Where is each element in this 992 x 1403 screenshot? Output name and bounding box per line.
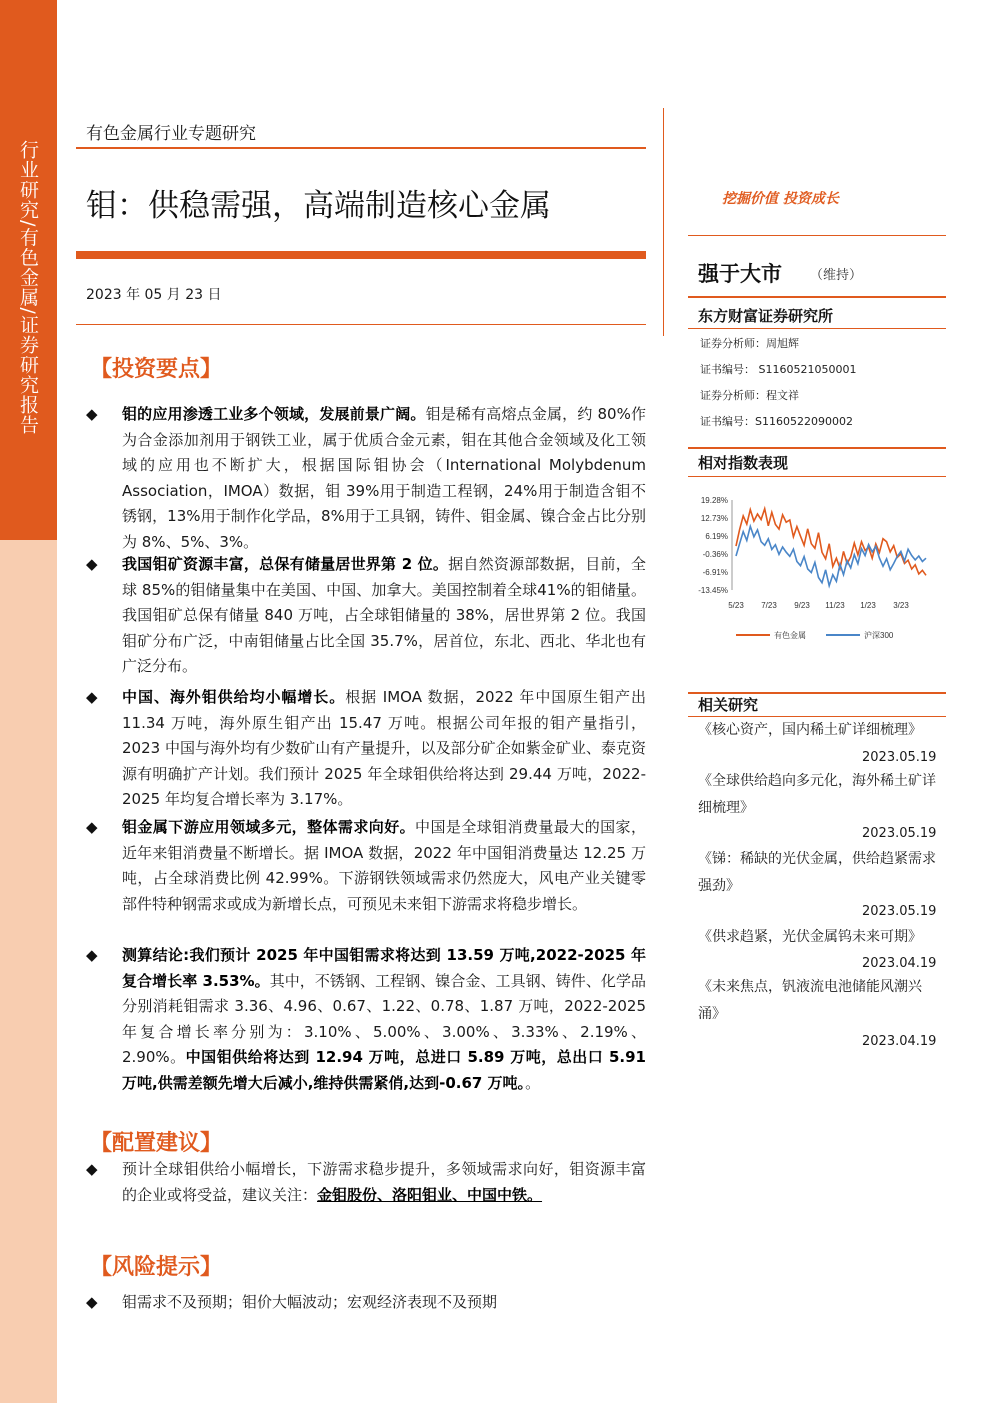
rating-top-rule [688,235,946,236]
risk-text: 钼需求不及预期；钼价大幅波动；宏观经济表现不及预期 [122,1293,498,1311]
analyst-name: 证券分析师：程文祥 [700,389,799,402]
related-report-date: 2023.05.19 [862,904,937,919]
analyst-name: 证券分析师：周旭辉 [700,337,799,350]
relative-index-chart [688,490,946,650]
diamond-bullet-icon: ◆ [86,555,98,573]
related-report-title[interactable]: 《供求趋紧，光伏金属钨未来可期》 [698,929,922,945]
chart-canvas [688,490,946,650]
bullet-lead: 中国、海外钼供给均小幅增长。 [122,688,346,706]
bullet-lead: 钼的应用渗透工业多个领域，发展前景广阔。 [122,405,426,423]
firm-rule [688,328,946,329]
rating-note: （维持） [810,268,863,283]
diamond-bullet-icon: ◆ [86,1160,98,1178]
bullet-item [86,815,646,917]
section-risk-heading: 【风险提示】 [90,1255,223,1280]
rating-bottom-rule [688,296,946,298]
bullet-body: 其中，不锈钢、工程钢、镍合金、工具钢、铸件、化学品分别消耗钼需求 3.36、4.96、0.67、1.22、0.78、1.87 万吨，2022-2025 年复合增长率分别为：3.10%、5.00%、3.00%、3.33%、2.19%、2.90%。 [122,971,646,1066]
title-bar [76,251,646,259]
analyst-cert: 证书编号： S1160521050001 [700,363,857,376]
chart-top-rule [688,447,946,449]
diamond-bullet-icon: ◆ [86,946,98,964]
report-date: 2023 年 05 月 23 日 [86,287,222,303]
chart-legend-label: 有色金属 [774,631,806,640]
bullet-item [86,943,646,1096]
related-report-title[interactable]: 《未来焦点，钒液流电池储能风潮兴涌》 [698,979,922,1022]
diamond-bullet-icon: ◆ [86,405,98,423]
bullet-item [86,552,646,680]
category-divider [76,147,646,149]
bullet-lead: 测算结论:我们预计 2025 年中国钼需求将达到 13.59 万吨,2022-2025 年复合增长率 3.53%。 [122,946,646,990]
section-config-heading: 【配置建议】 [90,1131,223,1156]
chart-x-tick-label: 9/23 [794,601,810,610]
bullet-item [86,402,646,555]
chart-x-tick-label: 7/23 [761,601,777,610]
diamond-bullet-icon: ◆ [86,688,98,706]
config-text: 预计全球钼供给小幅增长，下游需求稳步提升，多领域需求向好，钼资源丰富的企业或将受益，建议关注： [122,1160,646,1204]
chart-x-tick-label: 1/23 [860,601,876,610]
diamond-bullet-icon: ◆ [86,1293,98,1311]
chart-y-tick-label: 6.19% [705,532,728,541]
analyst-cert: 证书编号：S1160522090002 [700,415,853,428]
chart-x-tick-label: 11/23 [825,601,845,610]
bullet-lead: 我国钼矿资源丰富，总保有储量居世界第 2 位。 [122,555,449,573]
related-report-date: 2023.05.19 [862,750,937,765]
bullet-tail: 。 [525,1073,541,1092]
bullet-body: 钼是稀有高熔点金属，约 80%作为合金添加剂用于钢铁工业，属于优质合金元素，钼在其他合金领域及化工领域的应用也不断扩大，根据国际钼协会（International Molybdenum Association，IMOA）数据，钼 39%用于制造工程钢，24%用于制造含钼不锈钢，13%用于制作化学品，8%用于工具钢，铸件、钼金属、镍合金占比分别为 8%、5%、3%。 [122,405,647,551]
bullet-lead: 钼金属下游应用领域多元，整体需求向好。 [122,818,416,836]
slogan: 挖掘价值 投资成长 [722,191,839,207]
config-item [86,1157,646,1208]
sidebar-report-type: 行业研究/有色金属/证券研究报告 [17,140,39,435]
date-divider [76,324,646,325]
bullet-conclusion: 中国钼供给将达到 12.94 万吨，总进口 5.89 万吨，总出口 5.91 万吨,供需差额先增大后减小,维持供需紧俏,达到-0.67 万吨。 [122,1048,646,1092]
bullet-body: 中国是全球钼消费量最大的国家，近年来钼消费量不断增长。据 IMOA 数据，2022 年中国钼消费量达 12.25 万吨，占全球消费比例 42.99%。下游钢铁领域需求仍然庞大，风电产业关键零部件特种钢需求或成为新增长点，可预见未来钼下游需求将稳步增长。 [122,818,646,913]
chart-x-tick-label: 3/23 [893,601,909,610]
related-report-title[interactable]: 《核心资产，国内稀土矿详细梳理》 [698,722,922,738]
section-invest-heading: 【投资要点】 [90,357,223,382]
chart-y-tick-label: 19.28% [700,496,728,505]
chart-y-tick-label: 12.73% [700,514,728,523]
industry-rating: 强于大市 [698,262,782,286]
chart-head-rule [688,476,946,477]
chart-y-tick-label: -13.45% [698,586,728,595]
related-report-title[interactable]: 《全球供给趋向多元化，海外稀土矿详细梳理》 [698,773,936,816]
chart-heading: 相对指数表现 [698,454,789,472]
related-report-title[interactable]: 《锑：稀缺的光伏金属，供给趋紧需求强劲》 [698,851,936,894]
diamond-bullet-icon: ◆ [86,818,98,836]
bullet-body: 据自然资源部数据，目前，全球 85%的钼储量集中在美国、中国、加拿大。美国控制着全球41%的钼储量。我国钼矿总保有储量 840 万吨，占全球钼储量的 38%，居世界第 2 位。我国钼矿分布广泛，中南钼储量占比全国 35.7%，居首位，东北、西北、华北也有广泛分布。 [122,555,646,675]
sidebar [0,0,57,1403]
report-title: 钼：供稳需强，高端制造核心金属 [86,188,551,224]
column-divider [663,108,664,336]
chart-y-tick-label: -6.91% [702,568,728,577]
related-report-date: 2023.04.19 [862,956,937,971]
recommended-stocks: 金钼股份、洛阳钼业、中国中铁。 [317,1185,543,1204]
related-report-date: 2023.04.19 [862,1034,937,1049]
risk-item [86,1290,646,1316]
chart-x-tick-label: 5/23 [728,601,744,610]
chart-legend-label: 沪深300 [864,631,894,640]
report-category: 有色金属行业专题研究 [86,124,256,144]
related-report-date: 2023.05.19 [862,826,937,841]
chart-y-tick-label: -0.36% [702,550,728,559]
bullet-body: 根据 IMOA 数据，2022 年中国原生钼产出 11.34 万吨，海外原生钼产出 15.47 万吨。根据公司年报的钼产量指引，2023 中国与海外均有少数矿山有产量提升，以及部分矿企如紫金矿业、泰克资源有明确扩产计划。我们预计 2025 年全球钼供给将达到 29.44 万吨，2022-2025 年均复合增长率为 3.17%。 [122,688,646,808]
research-firm: 东方财富证券研究所 [698,307,834,325]
chart-series-line-nonferrous [736,509,926,576]
bullet-item [86,685,646,813]
related-heading: 相关研究 [698,696,759,714]
